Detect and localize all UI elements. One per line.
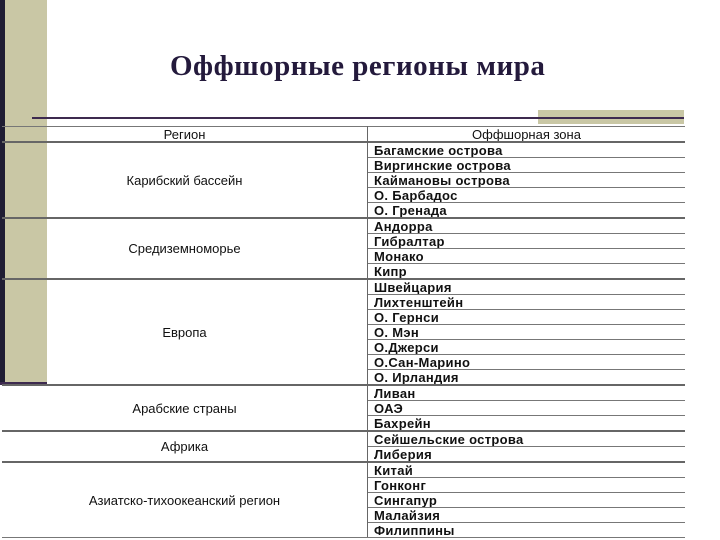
zone-cell: Каймановы острова [368, 173, 686, 188]
zone-cell: О. Гренада [368, 203, 686, 219]
region-cell: Арабские страны [2, 385, 368, 431]
zone-cell: Сингапур [368, 493, 686, 508]
zone-cell: Андорра [368, 218, 686, 234]
table-row [2, 218, 685, 234]
zone-cell: О. Барбадос [368, 188, 686, 203]
zone-cell: Филиппины [368, 523, 686, 538]
slide-title: Оффшорные регионы мира [170, 50, 546, 82]
zone-cell: Ливан [368, 385, 686, 401]
zone-cell: О. Ирландия [368, 370, 686, 386]
table-header-row [2, 127, 685, 143]
title-accent-line [538, 117, 684, 119]
table-row [2, 385, 685, 401]
zone-cell: Лихтенштейн [368, 295, 686, 310]
region-cell: Африка [2, 431, 368, 462]
table-body [2, 142, 685, 538]
zone-cell: Кипр [368, 264, 686, 280]
zone-cell: О. Мэн [368, 325, 686, 340]
zone-cell: Гибралтар [368, 234, 686, 249]
header-zone: Оффшорная зона [368, 127, 686, 143]
zone-cell: Гонконг [368, 478, 686, 493]
zone-cell: Бахрейн [368, 416, 686, 432]
zone-cell: Малайзия [368, 508, 686, 523]
zone-cell: ОАЭ [368, 401, 686, 416]
table-row [2, 431, 685, 447]
table-row [2, 279, 685, 295]
region-cell: Азиатско-тихоокеанский регион [2, 462, 368, 538]
zone-cell: Либерия [368, 447, 686, 463]
region-cell: Карибский бассейн [2, 142, 368, 218]
table-row [2, 142, 685, 158]
zone-cell: Багамские острова [368, 142, 686, 158]
zone-cell: Монако [368, 249, 686, 264]
offshore-regions-table [2, 126, 685, 538]
region-cell: Европа [2, 279, 368, 385]
zone-cell: О. Гернси [368, 310, 686, 325]
table-row [2, 462, 685, 478]
zone-cell: Сейшельские острова [368, 431, 686, 447]
zone-cell: О.Сан-Марино [368, 355, 686, 370]
zone-cell: Виргинские острова [368, 158, 686, 173]
header-region: Регион [2, 127, 368, 143]
region-cell: Средиземноморье [2, 218, 368, 279]
zone-cell: Китай [368, 462, 686, 478]
zone-cell: Швейцария [368, 279, 686, 295]
zone-cell: О.Джерси [368, 340, 686, 355]
